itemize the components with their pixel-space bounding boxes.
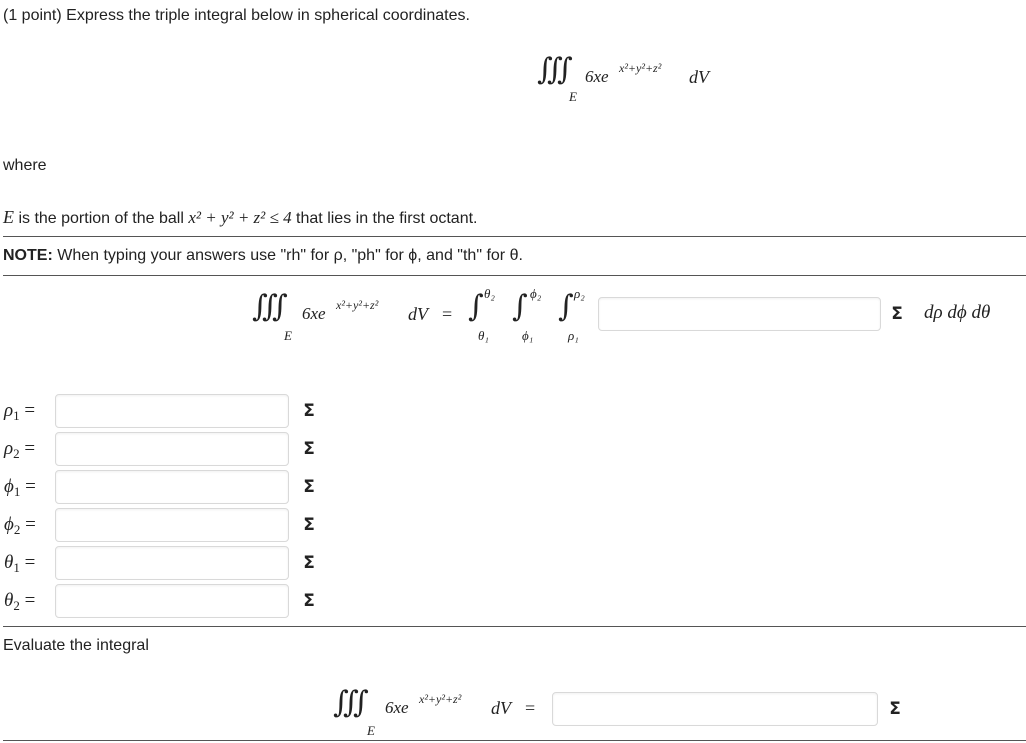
exponent: x²+y²+z² xyxy=(336,298,379,312)
limit-label-theta1: $\theta_1$ = xyxy=(4,552,36,575)
limit-label-rho2: $\rho_2$ = xyxy=(4,438,36,461)
phi2-input[interactable] xyxy=(56,509,288,541)
theta1-input[interactable] xyxy=(56,547,288,579)
divider xyxy=(3,626,1026,627)
question-prompt: (1 point) Express the triple integral below in spherical coordinates. xyxy=(3,7,470,24)
rho2-input[interactable] xyxy=(56,433,288,465)
region-var: E xyxy=(3,207,14,227)
integrand: 6xe xyxy=(585,67,609,86)
evaluate-label: Evaluate the integral xyxy=(3,637,149,654)
theta-lower: θ₁ xyxy=(478,328,489,343)
note-label: NOTE: xyxy=(3,247,53,264)
theta2-field[interactable] xyxy=(55,584,289,618)
theta-upper: θ₂ xyxy=(484,286,495,301)
exponent: x²+y²+z² xyxy=(419,692,462,706)
differentials: dρ dϕ dθ xyxy=(924,302,991,323)
sigma-icon[interactable]: Σ xyxy=(303,515,315,535)
sigma-icon[interactable]: Σ xyxy=(303,553,315,573)
integrand: 6xe xyxy=(302,304,326,323)
limit-label-theta2: $\theta_2$ = xyxy=(4,590,36,613)
result-field[interactable] xyxy=(552,692,878,726)
region-subscript: E xyxy=(569,89,577,104)
phi-lower: ϕ₁ xyxy=(522,328,534,343)
theta1-field[interactable] xyxy=(55,546,289,580)
theta2-input[interactable] xyxy=(56,585,288,617)
theta-integral-sign: ∫ xyxy=(468,289,484,324)
rho2-field[interactable] xyxy=(55,432,289,466)
rho-integral-sign: ∫ xyxy=(558,289,574,324)
ball-inequality: x² + y² + z² ≤ 4 xyxy=(188,208,292,227)
note xyxy=(3,247,523,265)
exponent: x²+y²+z² xyxy=(619,61,662,75)
divider xyxy=(3,740,1026,741)
sigma-icon[interactable]: Σ xyxy=(303,477,315,497)
region-description xyxy=(3,207,477,228)
sigma-icon[interactable]: Σ xyxy=(889,699,901,719)
triple-integral-symbol: ∭ xyxy=(252,289,279,324)
sigma-icon[interactable]: Σ xyxy=(303,401,315,421)
equals-sign: = xyxy=(442,304,453,324)
rho-upper: ρ₂ xyxy=(574,286,585,301)
integrand-input[interactable] xyxy=(599,298,880,330)
divider xyxy=(3,275,1026,276)
region-text-2: that lies in the first octant. xyxy=(291,210,478,227)
sigma-icon[interactable]: Σ xyxy=(303,439,315,459)
rho1-field[interactable] xyxy=(55,394,289,428)
phi1-field[interactable] xyxy=(55,470,289,504)
limit-label-rho1: $\rho_1$ = xyxy=(4,400,36,423)
region-subscript: E xyxy=(367,723,375,738)
integrand: 6xe xyxy=(385,698,409,717)
triple-integral-symbol: ∭ xyxy=(333,685,360,720)
divider xyxy=(3,236,1026,237)
limit-label-phi2: $\phi_2$ = xyxy=(4,514,36,537)
evaluate-integral xyxy=(333,685,553,738)
phi-integral-sign: ∫ xyxy=(512,289,528,324)
iterated-integrals xyxy=(468,286,598,346)
region-text-1: is the portion of the ball xyxy=(14,210,189,227)
equals-sign: = xyxy=(525,698,536,718)
phi1-input[interactable] xyxy=(56,471,288,503)
limit-label-phi1: $\phi_1$ = xyxy=(4,476,36,499)
integrand-field[interactable] xyxy=(598,297,881,331)
volume-differential: dV xyxy=(689,67,709,87)
triple-integral-symbol: ∭ xyxy=(537,52,564,87)
volume-differential: dV xyxy=(491,698,511,718)
sigma-icon[interactable]: Σ xyxy=(891,304,903,324)
volume-differential: dV xyxy=(408,304,428,324)
where-label: where xyxy=(3,157,47,174)
sigma-icon[interactable]: Σ xyxy=(303,591,315,611)
region-subscript: E xyxy=(284,328,292,343)
rho-lower: ρ₁ xyxy=(568,328,579,343)
result-input[interactable] xyxy=(553,693,877,725)
note-text: When typing your answers use "rh" for ρ, "ph" for ϕ, and "th" for θ. xyxy=(52,247,523,264)
rho1-input[interactable] xyxy=(56,395,288,427)
phi-upper: ϕ₂ xyxy=(530,286,542,301)
phi2-field[interactable] xyxy=(55,508,289,542)
